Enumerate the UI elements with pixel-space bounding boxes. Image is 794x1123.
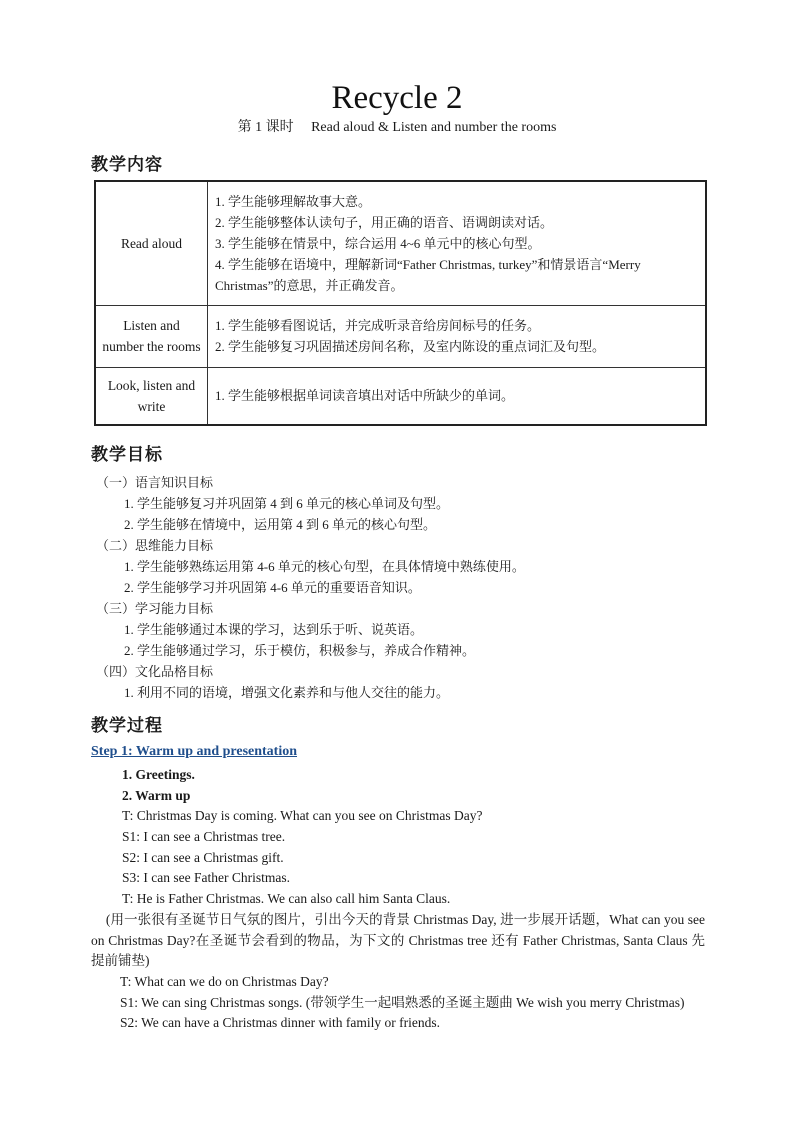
list-item: 1. 学生能够理解故事大意。	[215, 193, 372, 209]
table-row	[95, 181, 706, 305]
dialogue-line: T: Christmas Day is coming. What can you see on Christmas Day?	[122, 808, 483, 824]
objective-category: （一）语言知识目标	[96, 475, 214, 490]
dialogue-line: S2: I can see a Christmas gift.	[122, 849, 284, 865]
dialogue-line: S3: I can see Father Christmas.	[122, 870, 290, 886]
description-cell	[208, 305, 707, 367]
list-item: 1. 学生能够看图说话，并完成听录音给房间标号的任务。	[215, 318, 541, 333]
dialogue-line: S1: I can see a Christmas tree.	[122, 829, 286, 845]
dialogue-line: T: What can we do on Christmas Day?	[120, 973, 329, 989]
step1-link[interactable]: Step 1: Warm up and presentation	[91, 744, 298, 759]
warmup-item: 2. Warm up	[122, 787, 191, 803]
lesson-number: 第 1 课时	[237, 120, 294, 135]
objective-category: （四）文化品格目标	[96, 664, 214, 679]
activity-cell: Read aloud	[95, 181, 208, 305]
list-item: 1. 学生能够熟练运用第 4-6 单元的核心句型，在具体情境中熟练使用。	[124, 559, 525, 574]
description-cell	[208, 181, 707, 305]
list-item: 3. 学生能够在情景中，综合运用 4~6 单元中的核心句型。	[215, 235, 541, 251]
dialogue-line: T: He is Father Christmas. We can also call him Santa Claus.	[122, 891, 451, 907]
list-item: 2. 学生能够学习并巩固第 4-6 单元的重要语音知识。	[124, 580, 421, 595]
table-row	[95, 367, 706, 425]
list-item: 2. 学生能够通过学习，乐于模仿，积极参与，养成合作精神。	[124, 643, 476, 658]
list-item: 1. 学生能够根据单词读音填出对话中所缺少的单词。	[215, 388, 515, 404]
description-cell	[208, 367, 707, 425]
list-item: 1. 利用不同的语境，增强文化素养和与他人交往的能力。	[124, 685, 450, 700]
list-item: 2. 学生能够整体认读句子，用正确的语音、语调朗读对话。	[215, 214, 554, 230]
activity-cell: Listen and number the rooms	[95, 305, 208, 367]
content-heading: 教学内容	[91, 155, 163, 175]
process-body	[91, 765, 705, 1034]
page-subtitle	[0, 119, 794, 137]
process-heading: 教学过程	[91, 716, 163, 736]
lesson-topic: Read aloud & Listen and number the rooms	[311, 120, 557, 135]
objective-category: （三）学习能力目标	[96, 601, 214, 616]
table-row	[95, 305, 706, 367]
page-title: Recycle 2	[331, 80, 463, 116]
objectives-list	[96, 472, 716, 703]
teaching-note: (用一张很有圣诞节日气氛的图片，引出今天的背景 Christmas Day, 进一步展开话题，What can you see on Christmas Day?在圣诞节会看到的物品，为下文的 Christmas tree 还有 Father Christmas, Santa Claus 先提前铺垫)	[91, 911, 705, 969]
objective-category: （二）思维能力目标	[96, 538, 214, 553]
list-item: 1. 学生能够复习并巩固第 4 到 6 单元的核心单词及句型。	[124, 496, 450, 511]
list-item: 2. 学生能够复习巩固描述房间名称，及室内陈设的重点词汇及句型。	[215, 339, 606, 354]
activity-cell: Look, listen and write	[95, 367, 208, 425]
dialogue-line: S2: We can have a Christmas dinner with family or friends.	[120, 1015, 440, 1031]
list-item: 1. 学生能够通过本课的学习，达到乐于听、说英语。	[124, 622, 424, 637]
content-table	[94, 180, 707, 426]
dialogue-line: S1: We can sing Christmas songs. (带领学生一起唱熟悉的圣诞主题曲 We wish you merry Christmas)	[120, 994, 685, 1010]
list-item: 2. 学生能够在情境中，运用第 4 到 6 单元的核心句型。	[124, 517, 437, 532]
list-item: 4. 学生能够在语境中，理解新词“Father Christmas, turkey”和情景语言“Merry Christmas”的意思，并正确发音。	[215, 256, 641, 293]
greeting-item: 1. Greetings.	[122, 767, 195, 782]
objectives-heading: 教学目标	[91, 445, 163, 465]
